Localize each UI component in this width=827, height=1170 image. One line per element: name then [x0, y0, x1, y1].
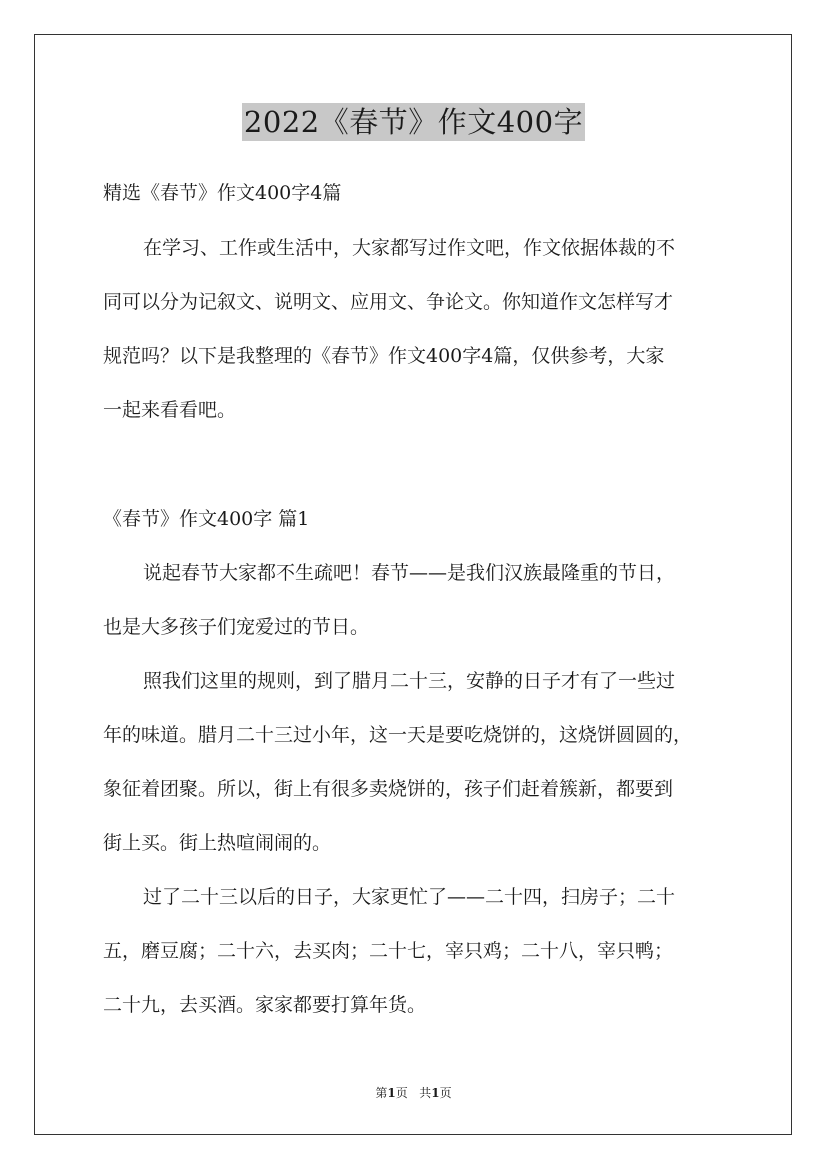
total-prefix: 共: [419, 1086, 432, 1100]
paragraph-line: 五，磨豆腐；二十六，去买肉；二十七，宰只鸡；二十八，宰只鸭；: [103, 940, 674, 962]
paragraph-line: 象征着团聚。所以，街上有很多卖烧饼的，孩子们赶着簇新，都要到: [103, 778, 674, 800]
paragraph-line: 说起春节大家都不生疏吧！春节——是我们汉族最隆重的节日，: [143, 562, 676, 584]
paragraph-line: 年的味道。腊月二十三过小年，这一天是要吃烧饼的，这烧饼圆圆的，: [103, 724, 693, 746]
intro-line: 同可以分为记叙文、说明文、应用文、争论文。你知道作文怎样写才: [103, 291, 674, 313]
paragraph-line: 照我们这里的规则，到了腊月二十三，安静的日子才有了一些过: [143, 670, 676, 692]
section-heading: 《春节》作文400字 篇1: [103, 508, 310, 530]
paragraph-line: 街上买。街上热喧闹闹的。: [103, 832, 332, 854]
title-container: [0, 103, 827, 141]
intro-line: 规范吗？以下是我整理的《春节》作文400字4篇，仅供参考，大家: [103, 345, 665, 367]
page-number: 1: [387, 1086, 396, 1100]
total-number: 1: [431, 1086, 440, 1100]
page-prefix: 第: [375, 1086, 388, 1100]
intro-line: 在学习、工作或生活中，大家都写过作文吧，作文依据体裁的不: [143, 237, 676, 259]
page-suffix: 页: [395, 1086, 408, 1100]
subtitle: 精选《春节》作文400字4篇: [103, 182, 342, 204]
paragraph-line: 也是大多孩子们宠爱过的节日。: [103, 616, 370, 638]
intro-line: 一起来看看吧。: [103, 399, 237, 421]
paragraph-line: 二十九，去买酒。家家都要打算年货。: [103, 994, 427, 1016]
page-footer: [0, 1084, 827, 1101]
paragraph-line: 过了二十三以后的日子，大家更忙了——二十四，扫房子；二十: [143, 886, 676, 908]
document-title: 2022《春节》作文400字: [243, 105, 584, 139]
total-suffix: 页: [439, 1086, 452, 1100]
